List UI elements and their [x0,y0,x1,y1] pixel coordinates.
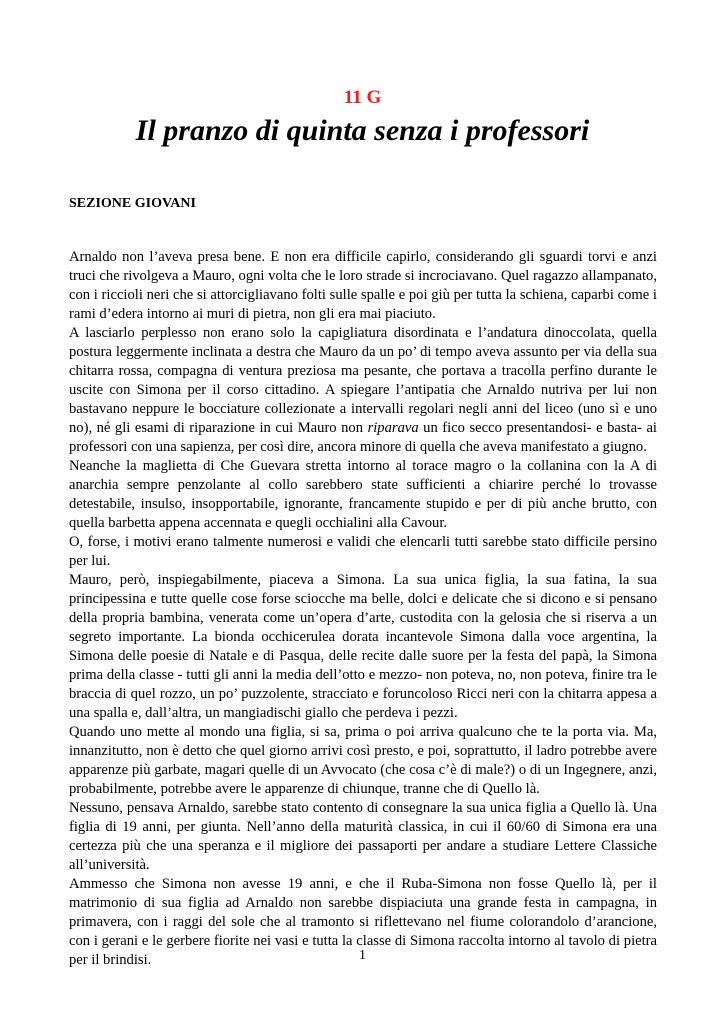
paragraph [69,324,657,457]
page-number: 1 [359,948,366,963]
class-label: 11 G [343,87,382,108]
paragraph: Arnaldo non l’aveva presa bene. E non era difficile capirlo, considerando gli sguardi torvi e anzi truci che rivolgeva a Mauro, ogni volta che le loro strade si incrociavano. Quel ragazzo allampanato, con i riccioli neri che si attorcigliavano folti sulle spalle e poi giù per tutta la schiena, caparbi come i rami d’edera intorno ai muri di pietra, non gli era mai piaciuto. [69,249,657,322]
italic-word: riparava [367,420,419,436]
paragraph: Quando uno mette al mondo una figlia, si sa, prima o poi arriva qualcuno che te la porta via. Ma, innanzitutto, non è detto che quel giorno arrivi così presto, e poi, soprattutto, il ladro potrebbe avere apparenze più garbate, magari quelle di un Avvocato (che cosa c’è di male?) o di un Ingegnere, anzi, probabilmente, potrebbe avere le apparenze di chiunque, tranne che di Quello là. [69,724,657,797]
body-text [69,248,657,970]
paragraph: Ammesso che Simona non avesse 19 anni, e che il Ruba-Simona non fosse Quello là, per il matrimonio di sua figlia ad Arnaldo non sarebbe dispiaciuta una grande festa in campagna, in primavera, con i raggi del sole che al tramonto si riflettevano nel fiume colorandolo d’arancione, con i gerani e le gerbere fiorite nei vasi e tutta la classe di Simona raccolta intorno al tavolo di pietra per il brindisi. [69,876,657,968]
section-heading: SEZIONE GIOVANI [69,196,196,211]
paragraph: Neanche la maglietta di Che Guevara stretta intorno al torace magro o la collanina con la A di anarchia sempre penzolante al collo sarebbero state sufficienti a chiarire perché lo trovasse detestabile, insulso, insopportabile, ignorante, francamente stupido e per di più anche brutto, con quella barbetta appena accennata e quegli occhialini alla Cavour. [69,458,657,531]
paragraph: Nessuno, pensava Arnaldo, sarebbe stato contento di consegnare la sua unica figlia a Quello là. Una figlia di 19 anni, per giunta. Nell’anno della maturità classica, in cui il 60/60 di Simona era una certezza più che una speranza e il migliore dei passaporti per andare a studiare Lettere Classiche all’università. [69,800,657,873]
paragraph-text: un fico secco presentandosi- e basta- ai professori con una sapienza, per così dire, ancora minore di quella che aveva manifestato a giugno. [69,420,657,455]
story-title: Il pranzo di quinta senza i professori [135,114,590,147]
paragraph: O, forse, i motivi erano talmente numerosi e validi che elencarli tutti sarebbe stato difficile persino per lui. [69,534,657,569]
title-block [0,86,725,148]
paragraph: Mauro, però, inspiegabilmente, piaceva a Simona. La sua unica figlia, la sua fatina, la sua principessina e tutte quelle cose forse sciocche ma belle, dolci e delicate che si dicono e si pensano della propria bambina, venerata come un’opera d’arte, custodita con la gelosia che si riserva a un segreto importante. La bionda occhicerulea dorata incantevole Simona dalla voce argentina, la Simona delle poesie di Natale e di Pasqua, delle recite dalle suore per la festa del papà, la Simona prima della classe - tutti gli anni la media dell’otto e mezzo- non poteva, no, non poteva, finire tra le braccia di quel rozzo, un po’ puzzolente, stracciato e foruncoloso Ricci neri con la chitarra appesa a una spalla e, dall’altra, un mangiadischi giallo che perdeva i pezzi. [69,572,657,721]
paragraph-text: A lasciarlo perplesso non erano solo la capigliatura disordinata e l’andatura dinoccolata, quella postura leggermente inclinata a destra che Mauro da un po’ di tempo aveva assunto per via della sua chitarra rossa, compagna di ventura preziosa ma pesante, che portava a tracolla perfino durante le uscite con Simona per il corso cittadino. A spiegare l’antipatia che Arnaldo nutriva per lui non bastavano neppure le bocciature collezionate a intervalli regolari negli anni del liceo (uno sì e uno no), né gli esami di riparazione in cui Mauro non [69,325,657,436]
